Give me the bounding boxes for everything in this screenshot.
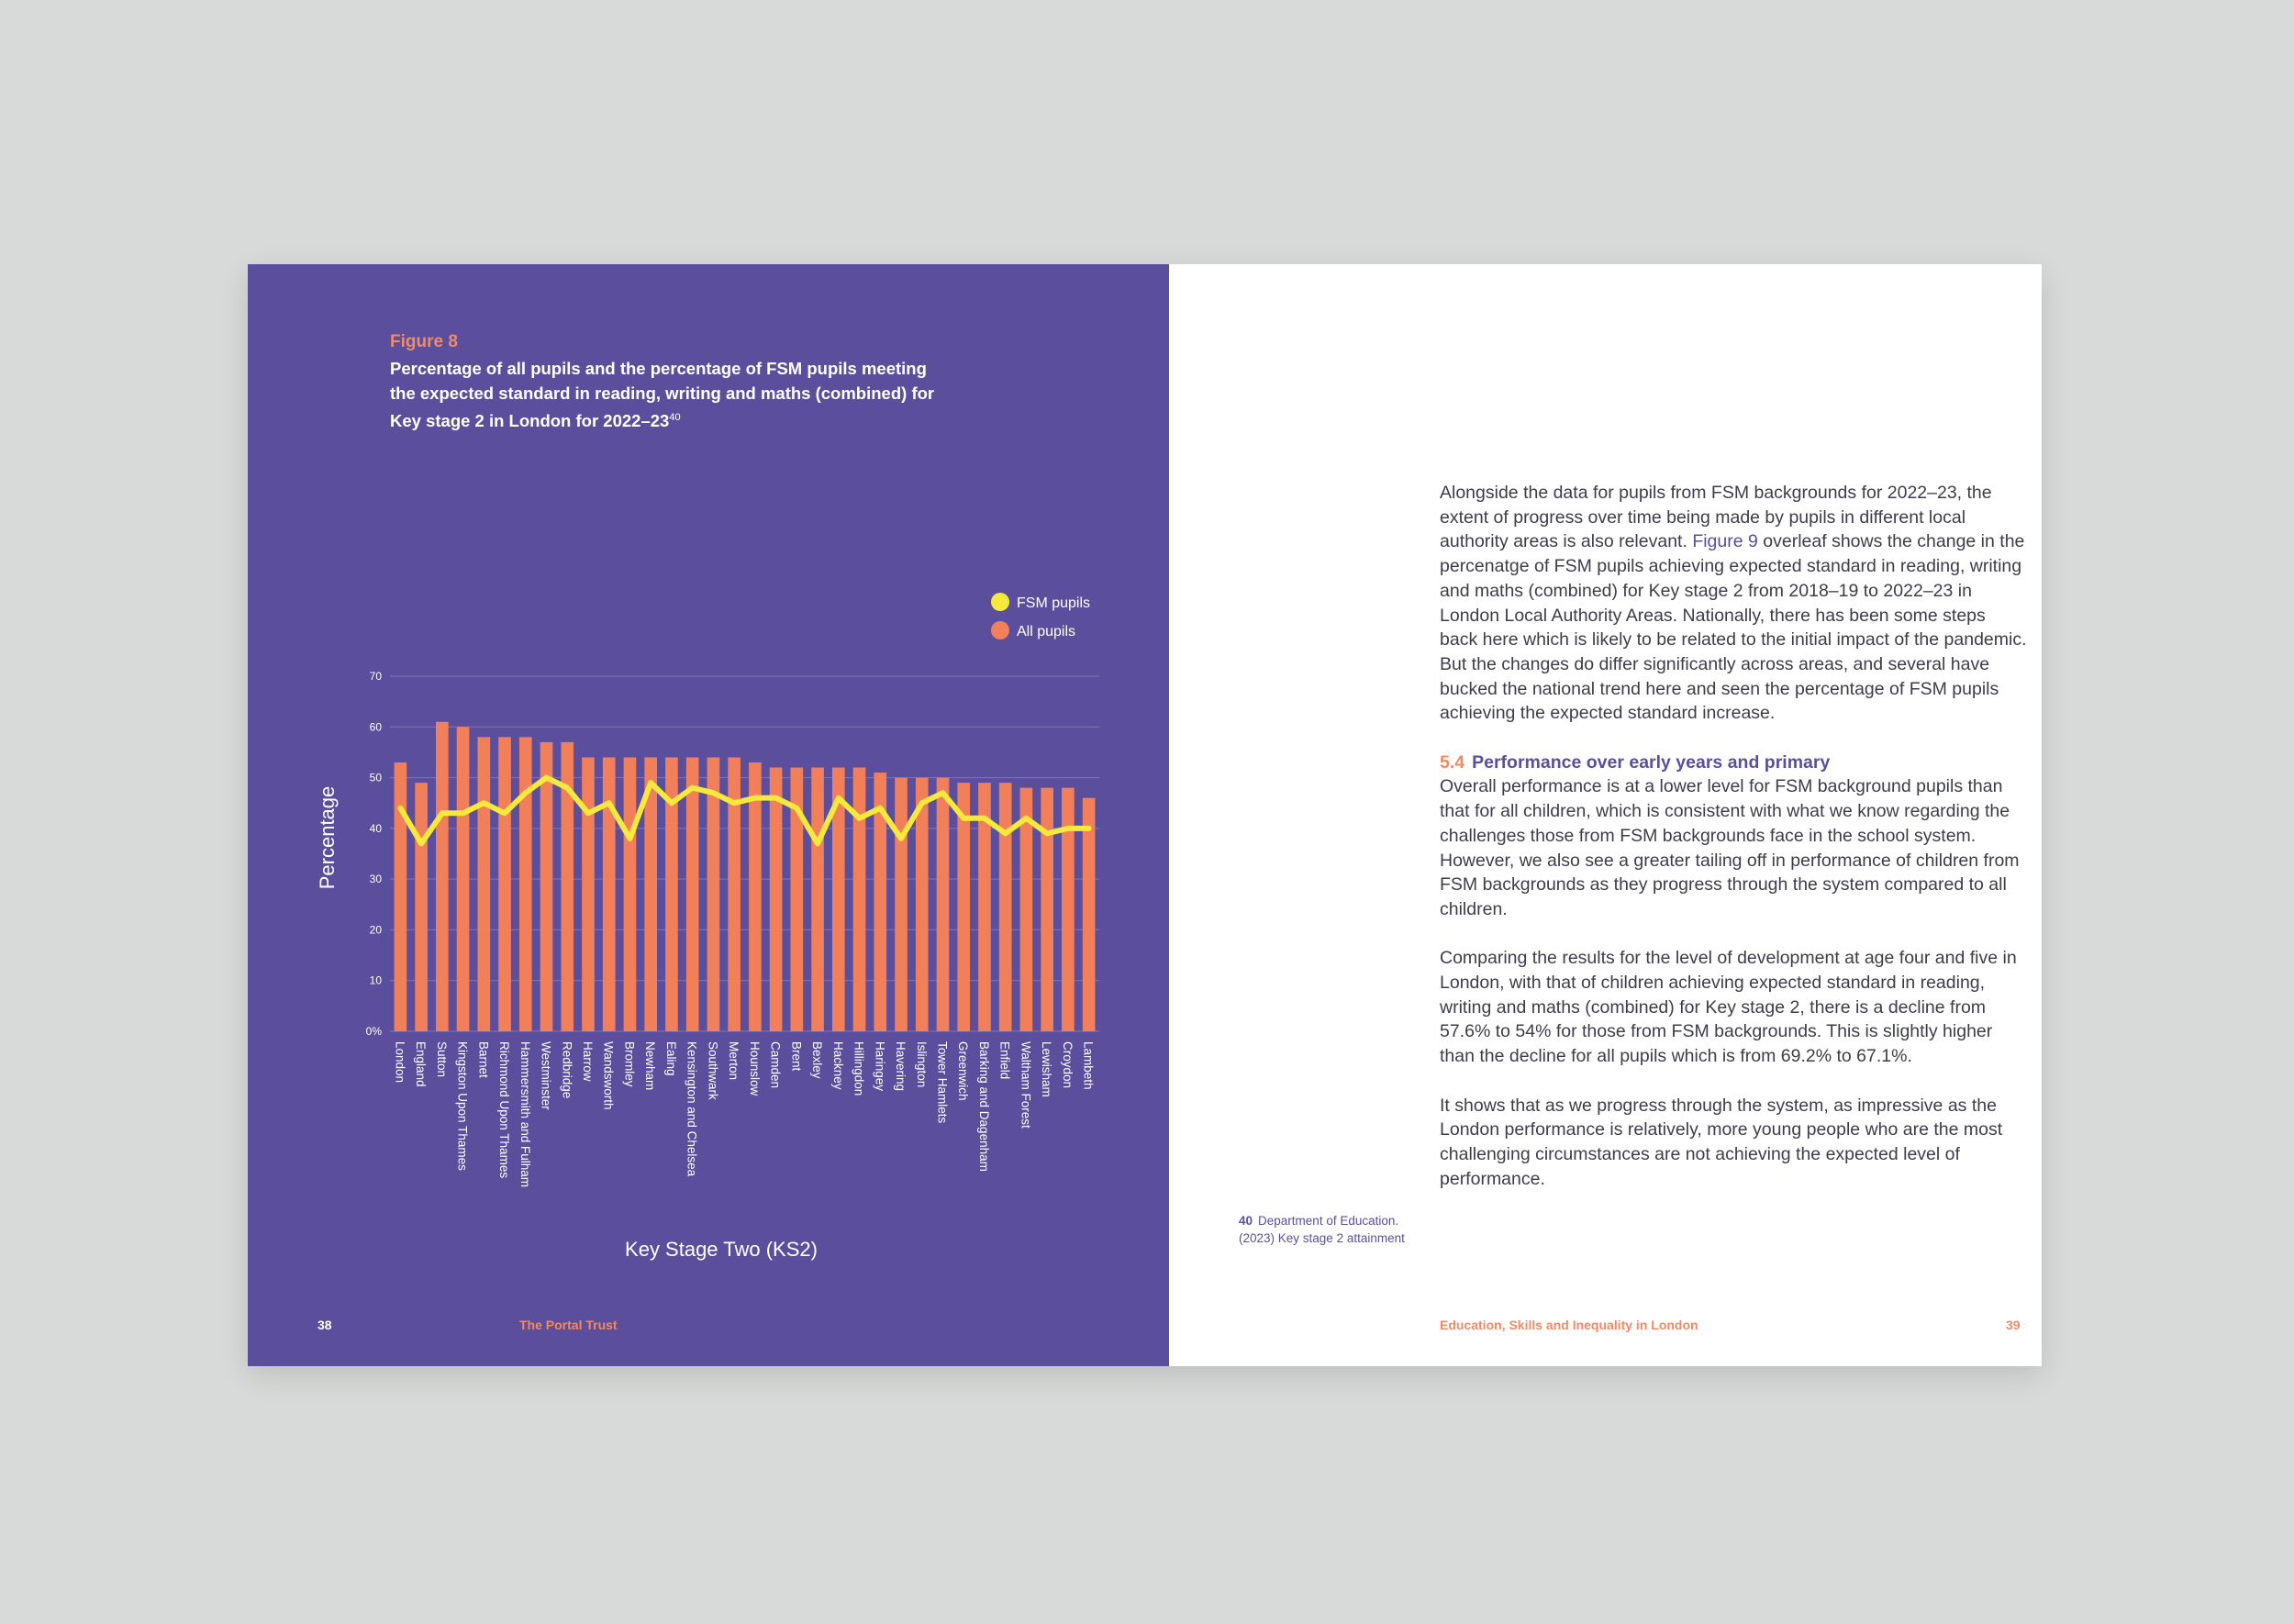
legend-fsm-swatch: [991, 593, 1009, 611]
x-tick-label: Enfield: [997, 1041, 1012, 1080]
bar-line-chart: [248, 264, 1169, 1366]
x-tick-label: Hackney: [830, 1041, 845, 1090]
x-tick-label: Harrow: [580, 1041, 595, 1082]
figure-9-link[interactable]: Figure 9: [1692, 531, 1758, 552]
y-tick-label: 70: [369, 670, 382, 683]
legend-label: All pupils: [1017, 624, 1076, 640]
x-tick-label: England: [414, 1041, 429, 1087]
bar-all-pupils: [582, 757, 595, 1031]
footnote-number: 40: [1239, 1214, 1253, 1228]
x-tick-label: London: [393, 1041, 407, 1084]
bar-all-pupils: [540, 742, 553, 1031]
x-tick-label: Westminster: [539, 1041, 553, 1110]
bar-all-pupils: [395, 762, 407, 1031]
left-page: [248, 264, 1169, 1366]
bar-all-pupils: [999, 783, 1012, 1031]
x-tick-label: Barnet: [476, 1041, 491, 1078]
section-title: Performance over early years and primary: [1472, 751, 1831, 773]
x-tick-label: Hammersmith and Fulham: [518, 1041, 532, 1188]
x-tick-label: Haringey: [873, 1041, 887, 1092]
x-tick-label: Lewisham: [1040, 1041, 1054, 1097]
paragraph-4: It shows that as we progress through the system, as impressive as the London performance is relatively, more young people who are the most challenging circumstances are not achieving the expected level of performance.: [1440, 1095, 2003, 1189]
x-tick-label: Richmond Upon Thames: [497, 1041, 512, 1179]
bar-all-pupils: [1041, 788, 1053, 1031]
legend-label: FSM pupils: [1017, 595, 1091, 611]
x-tick-label: Greenwich: [956, 1041, 971, 1101]
x-tick-label: Islington: [914, 1041, 929, 1088]
x-tick-label: Havering: [894, 1041, 908, 1092]
bar-all-pupils: [415, 783, 428, 1031]
x-tick-label: Ealing: [663, 1041, 678, 1076]
bar-all-pupils: [937, 778, 950, 1031]
footnote-text: Department of Education. (2023) Key stage 2 attainment: [1239, 1214, 1405, 1245]
y-tick-label: 0%: [365, 1025, 382, 1038]
section-heading: [1440, 751, 2027, 775]
y-tick-label: 30: [369, 873, 382, 886]
x-tick-label: Camden: [768, 1041, 783, 1089]
x-tick-label: Lambeth: [1081, 1041, 1096, 1090]
bar-all-pupils: [457, 727, 470, 1031]
paragraph-2: Overall performance is at a lower level for FSM background pupils than that for all children, which is consistent with what we know regarding the challenges those from FSM backgrounds face in the school system. However, we also see a greater tailing off in performance of children from FSM backgrounds as they progress through the system compared to all children.: [1440, 776, 2020, 919]
footer-title-left: The Portal Trust: [519, 1318, 618, 1332]
footer-title-right: Education, Skills and Inequality in London: [1440, 1318, 1698, 1332]
section-number: 5.4: [1440, 751, 1465, 773]
figure-title-text: Percentage of all pupils and the percentage of FSM pupils meeting the expected standard in reading, writing and maths (combined) for Key stage 2 in London for 2022–23: [390, 359, 935, 430]
bar-all-pupils: [686, 757, 699, 1031]
x-tick-label: Tower Hamlets: [935, 1041, 950, 1124]
x-tick-label: Hounslow: [747, 1041, 762, 1096]
x-tick-label: Waltham Forest: [1019, 1041, 1033, 1129]
bar-all-pupils: [707, 757, 720, 1031]
x-tick-label: Kensington and Chelsea: [685, 1041, 699, 1177]
document-spread: [248, 264, 2042, 1366]
body-text: [1440, 481, 2027, 1216]
bar-all-pupils: [603, 757, 616, 1031]
y-tick-label: 50: [369, 771, 382, 784]
page-number-right: 39: [2006, 1318, 2021, 1332]
x-tick-label: Kingston Upon Thames: [455, 1041, 470, 1171]
paragraph-1-part-2: overleaf shows the change in the percenatge of FSM pupils achieving expected standard in reading, writing and maths (combined) for Key stage 2 from 2018–19 to 2022–23 in London Local Authority Areas. Nationally, there has been some steps back here which is likely to be related to the initial impact of the pandemic. But the changes do differ significantly across areas, and several have bucked the national trend here and seen the percentage of FSM pupils achieving the expected standard increase.: [1440, 531, 2027, 724]
page-number-left: 38: [317, 1318, 332, 1332]
bar-all-pupils: [1062, 788, 1075, 1031]
bar-all-pupils: [498, 737, 511, 1031]
footnote: [1239, 1213, 1422, 1247]
x-tick-label: Brent: [789, 1041, 804, 1072]
x-tick-label: Croydon: [1060, 1041, 1075, 1089]
x-tick-label: Wandsworth: [601, 1041, 616, 1110]
right-page: [1169, 264, 2042, 1366]
x-tick-label: Sutton: [434, 1041, 449, 1078]
bar-all-pupils: [1083, 798, 1096, 1031]
x-tick-label: Bromley: [622, 1041, 637, 1087]
y-tick-label: 10: [369, 973, 382, 987]
y-axis-label: Percentage: [316, 785, 339, 890]
legend-all-swatch: [991, 621, 1009, 640]
bar-all-pupils: [519, 737, 532, 1031]
bar-all-pupils: [477, 737, 490, 1031]
y-tick-label: 40: [369, 821, 382, 835]
bar-all-pupils: [853, 768, 866, 1031]
x-tick-label: Newham: [643, 1041, 658, 1091]
y-tick-label: 60: [369, 720, 382, 734]
x-tick-label: Redbridge: [560, 1041, 574, 1099]
figure-label: Figure 8: [390, 332, 458, 351]
bar-all-pupils: [749, 762, 762, 1031]
x-tick-label: Merton: [727, 1041, 741, 1081]
figure-footnote-ref: 40: [669, 412, 681, 423]
x-axis-title: Key Stage Two (KS2): [625, 1238, 818, 1261]
bar-all-pupils: [811, 768, 824, 1031]
x-tick-label: Bexley: [810, 1041, 825, 1079]
bar-all-pupils: [436, 722, 449, 1031]
bar-all-pupils: [770, 768, 783, 1031]
paragraph-1: [1440, 481, 2027, 726]
y-tick-label: 20: [369, 923, 382, 937]
bar-all-pupils: [624, 757, 637, 1031]
x-tick-label: Barking and Dagenham: [976, 1041, 991, 1172]
paragraph-1-part-1: Alongside the data for pupils from FSM backgrounds for 2022–23, the extent of progress over time being made by pupils in different local authority areas is also relevant.: [1440, 483, 1992, 552]
paragraph-3: Comparing the results for the level of development at age four and five in London, with that of children achieving expected standard in reading, writing and maths (combined) for Key stage 2, there is a decline from 57.6% to 54% for those from FSM backgrounds. This is slightly higher than the decline for all pupils which is from 69.2% to 67.1%.: [1440, 948, 2017, 1067]
x-tick-label: Hillingdon: [852, 1041, 866, 1096]
bar-all-pupils: [895, 778, 908, 1031]
x-tick-label: Southwark: [706, 1041, 720, 1100]
